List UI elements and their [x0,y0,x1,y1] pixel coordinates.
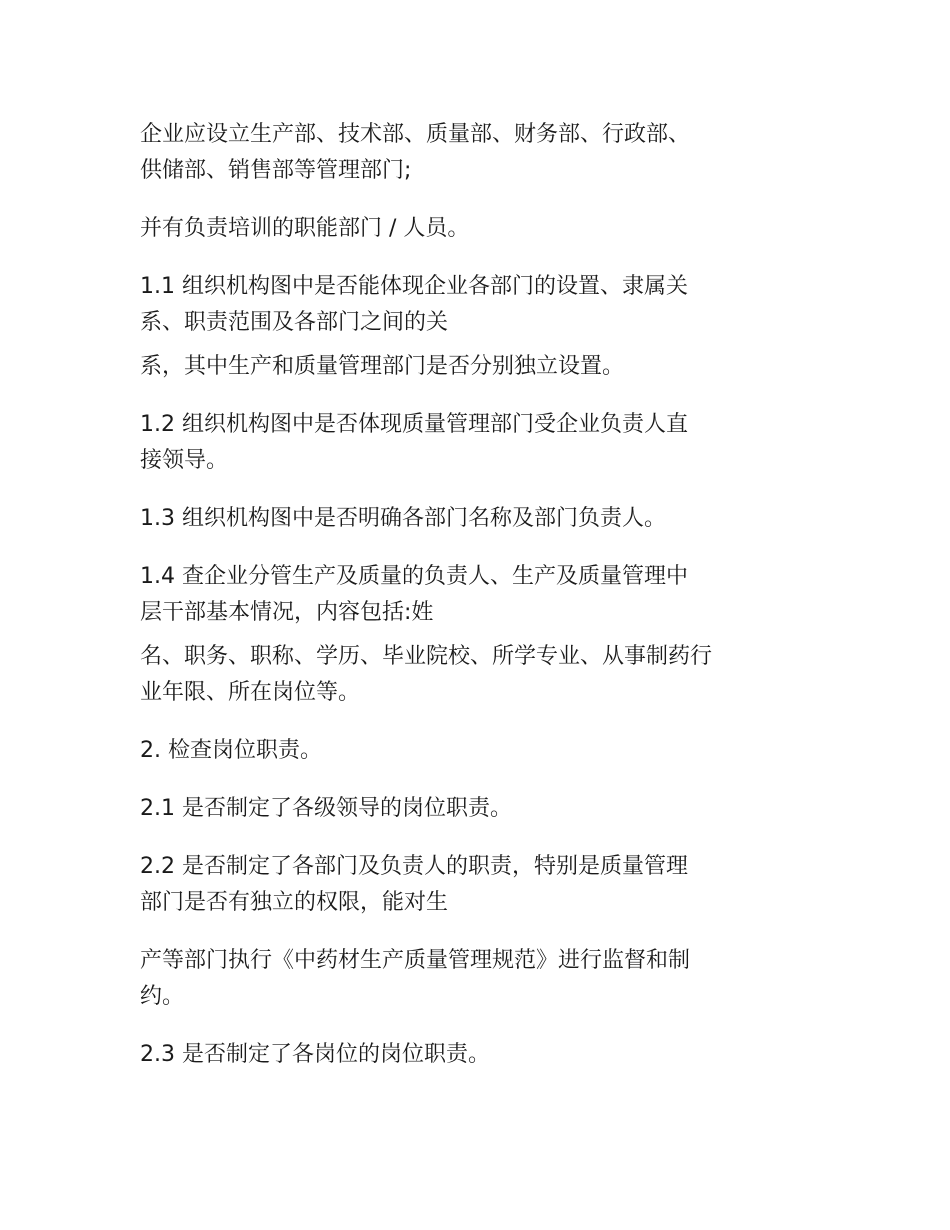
text-line: 接领导。 [140,448,229,473]
document-body [140,117,810,1073]
paragraph-departments [140,117,810,189]
text-line: 供储部、销售部等管理部门; [140,158,412,183]
paragraph-2-2-cont [140,943,810,1015]
paragraph-1-4-cont [140,639,810,711]
text-line: 1.4 查企业分管生产及质量的负责人、生产及质量管理中 [140,564,688,589]
text-line: 产等部门执行《中药材生产质量管理规范》进行监督和制 [140,948,691,973]
text-line: 并有负责培训的职能部门 / 人员。 [140,216,470,241]
paragraph-1-3 [140,501,810,537]
text-line: 名、职务、职称、学历、毕业院校、所学专业、从事制药行 [140,644,713,669]
text-line: 1.2 组织机构图中是否体现质量管理部门受企业负责人直 [140,412,688,437]
text-line: 1.1 组织机构图中是否能体现企业各部门的设置、隶属关 [140,274,688,299]
text-line: 2.1 是否制定了各级领导的岗位职责。 [140,796,512,821]
paragraph-training [140,211,810,247]
paragraph-2-1 [140,791,810,827]
text-line: 2.3 是否制定了各岗位的岗位职责。 [140,1042,490,1067]
paragraph-2-3 [140,1037,810,1073]
text-line: 系、职责范围及各部门之间的关 [140,310,449,335]
paragraph-2 [140,733,810,769]
text-line: 系，其中生产和质量管理部门是否分别独立设置。 [140,354,625,379]
text-line: 2. 检查岗位职责。 [140,738,322,763]
paragraph-1-4 [140,559,810,631]
paragraph-1-1 [140,269,810,341]
text-line: 业年限、所在岗位等。 [140,680,361,705]
text-line: 2.2 是否制定了各部门及负责人的职责，特别是质量管理 [140,854,688,879]
text-line: 1.3 组织机构图中是否明确各部门名称及部门负责人。 [140,506,666,531]
text-line: 企业应设立生产部、技术部、质量部、财务部、行政部、 [140,122,691,147]
paragraph-1-2 [140,407,810,479]
paragraph-1-1-cont [140,349,810,385]
text-line: 部门是否有独立的权限，能对生 [140,890,449,915]
text-line: 层干部基本情况，内容包括:姓 [140,600,434,625]
text-line: 约。 [140,984,185,1009]
paragraph-2-2 [140,849,810,921]
